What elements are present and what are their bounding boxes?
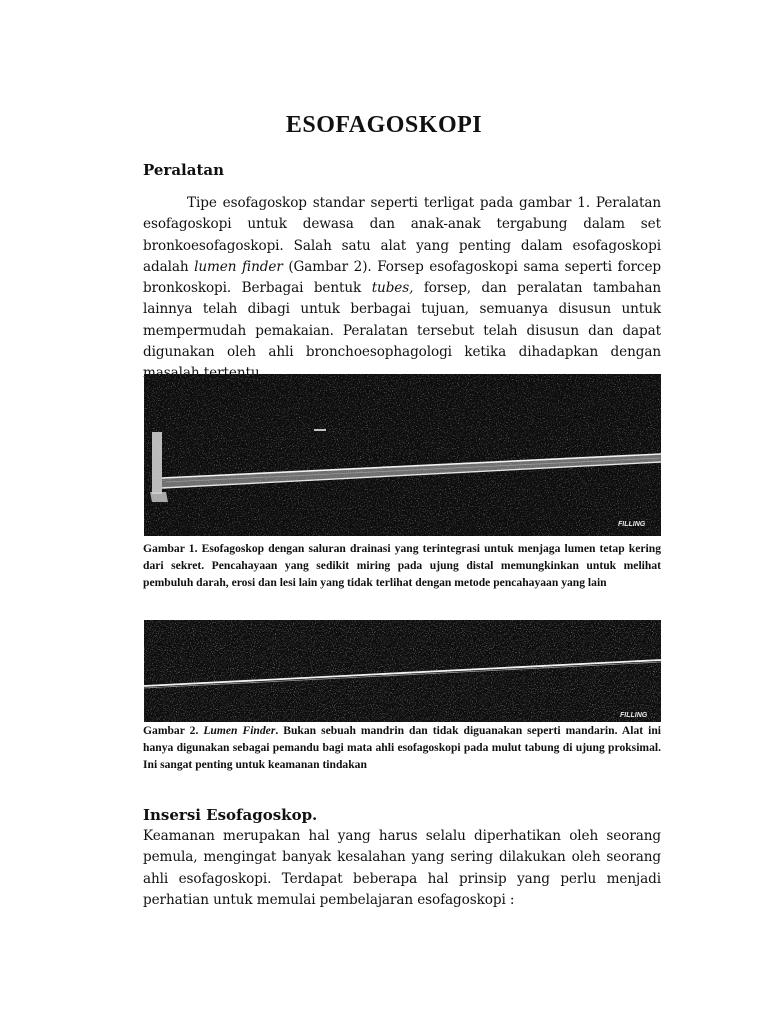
lumen-finder-photo <box>144 620 661 722</box>
caption-text: . Bukan sebuah mandrin dan tidak diguanakan seperti mandarin. Alat ini hanya digunakan sebagai pemandu bagi mata ahli esofagoskopi pada mulut tabung di ujung proksimal. Ini sangat penting untuk keamanan tindakan <box>143 724 661 772</box>
paragraph-italic-lumen-finder: lumen finder <box>194 258 283 275</box>
figure-esofagoskop-image <box>144 374 661 536</box>
figure-watermark: FILLING <box>618 521 646 528</box>
paragraph-italic-tubes: tubes, <box>371 280 414 297</box>
figure1-caption: Gambar 1. Esofagoskop dengan saluran drainasi yang terintegrasi untuk menjaga lumen tetap kering dari sekret. Pencahayaan yang sedikit miring pada ujung distal memungkinkan untuk melihat pembuluh darah, erosi dan lesi lain yang tidak terlihat dengan metode pencahayaan yang lain <box>143 542 661 590</box>
paragraph-text: Tipe esofagoskop standar seperti terligat pada gambar 1. Peralatan esofagoskopi untuk dewasa dan anak-anak tergabung dalam set bronkoesofagoskopi. Salah satu alat yang penting dalam esofagoskopi adalah <box>143 195 661 275</box>
figure-watermark: FILLING <box>620 712 648 719</box>
paragraph-insersi: Keamanan merupakan hal yang harus selalu diperhatikan oleh seorang pemula, mengingat banyak kesalahan yang sering dilakukan oleh seorang ahli esofagoskopi. Terdapat beberapa hal prinsip yang perlu menjadi perhatian untuk memulai pembelajaran esofagoskopi : <box>143 828 661 908</box>
esofagoskop-photo <box>144 374 661 536</box>
section-heading-insersi: Insersi Esofagoskop. <box>143 806 318 824</box>
caption-prefix: Gambar 2. <box>143 724 204 737</box>
paragraph-peralatan <box>143 193 661 385</box>
paragraph-text: (Gambar 2). Forsep esofagoskopi sama seperti forcep bronkoskopi. Berbagai bentuk <box>143 258 661 297</box>
figure-lumen-finder-image <box>144 620 661 722</box>
paragraph-text: forsep, dan peralatan tambahan lainnya telah dibagi untuk berbagai tujuan, semuanya disusun untuk mempermudah pemakaian. Peralatan tersebut telah disusun dan dapat digunakan oleh ahli bronchoesophagologi ketika dihadapkan dengan <box>143 280 661 361</box>
figure2-caption <box>143 722 661 774</box>
page-title: ESOFAGOSKOPI <box>285 112 483 138</box>
caption-italic-lumen-finder: Lumen Finder <box>203 724 276 737</box>
section-heading-peralatan: Peralatan <box>143 161 225 179</box>
